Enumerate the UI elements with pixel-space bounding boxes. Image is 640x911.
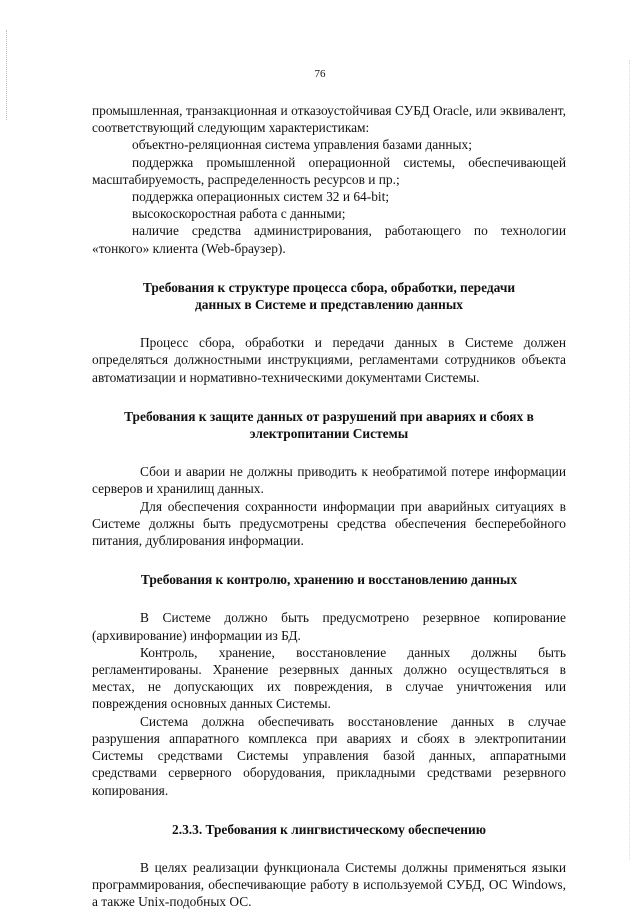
paragraph: В Системе должно быть предусмотрено резервное копирование (архивирование) информации из БД. (92, 610, 566, 643)
section-heading-data-protection (92, 408, 566, 442)
intro-item: высокоскоростная работа с данными; (132, 206, 346, 222)
intro-paragraph: промышленная, транзакционная и отказоустойчивая СУБД Oracle, или эквивалент, соответствующий следующим характеристикам: (92, 103, 566, 136)
heading-line: электропитании Системы (249, 426, 409, 442)
paragraph: Для обеспечения сохранности информации при аварийных ситуациях в Системе должны быть предусмотрены средства обеспечения бесперебойного питания, дублирования информации. (92, 498, 566, 549)
paragraph: Контроль, хранение, восстановление данных должны быть регламентированы. Хранение резервных данных должно осуществляться в местах, не допускающих их повреждения, в случае уничтожения или повреждения основных данных Системы. (92, 644, 566, 712)
section-heading-backup: Требования к контролю, хранению и восстановлению данных (140, 572, 518, 588)
paragraph: Сбои и аварии не должны приводить к необратимой потере информации серверов и хранилищ данных. (92, 464, 566, 497)
paragraph: Система должна обеспечивать восстановление данных в случае разрушения аппаратного комплекса при авариях и сбоях в электропитании Системы средствами Системы управления базой данных, аппаратными средствами серверного оборудования, прикладными средствами резервного копирования. (92, 713, 566, 798)
scan-edge-marks-right (629, 60, 632, 860)
heading-line: данных в Системе и представлению данных (195, 297, 463, 313)
heading-line: Требования к защите данных от разрушений при авариях и сбоях в (124, 408, 534, 424)
page-number: 76 (314, 68, 326, 80)
section-heading-linguistic: 2.3.3. Требования к лингвистическому обеспечению (172, 821, 486, 837)
intro-item: наличие средства администрирования, работающего по технологии «тонкого» клиента (Web-браузер). (92, 223, 566, 256)
intro-item: поддержка операционных систем 32 и 64-bit; (132, 189, 390, 205)
paragraph: В целях реализации функционала Системы должны применяться языки программирования, обеспечивающие работу в используемой СУБД, ОС Windows, а также Unix-подобных ОС. (92, 859, 566, 910)
heading-line: Требования к структуре процесса сбора, обработки, передачи (142, 279, 516, 295)
intro-item: поддержка промышленной операционной системы, обеспечивающей масштабируемость, распределенность ресурсов и пр.; (92, 154, 566, 187)
document-body (92, 102, 566, 911)
intro-item: объектно-реляционная система управления базами данных; (132, 137, 472, 153)
paragraph: Процесс сбора, обработки и передачи данных в Системе должен определяться должностными инструкциями, регламентами сотрудников объекта автоматизации и нормативно-техническими документами Системы. (92, 335, 566, 385)
section-heading-data-processing (92, 279, 566, 313)
